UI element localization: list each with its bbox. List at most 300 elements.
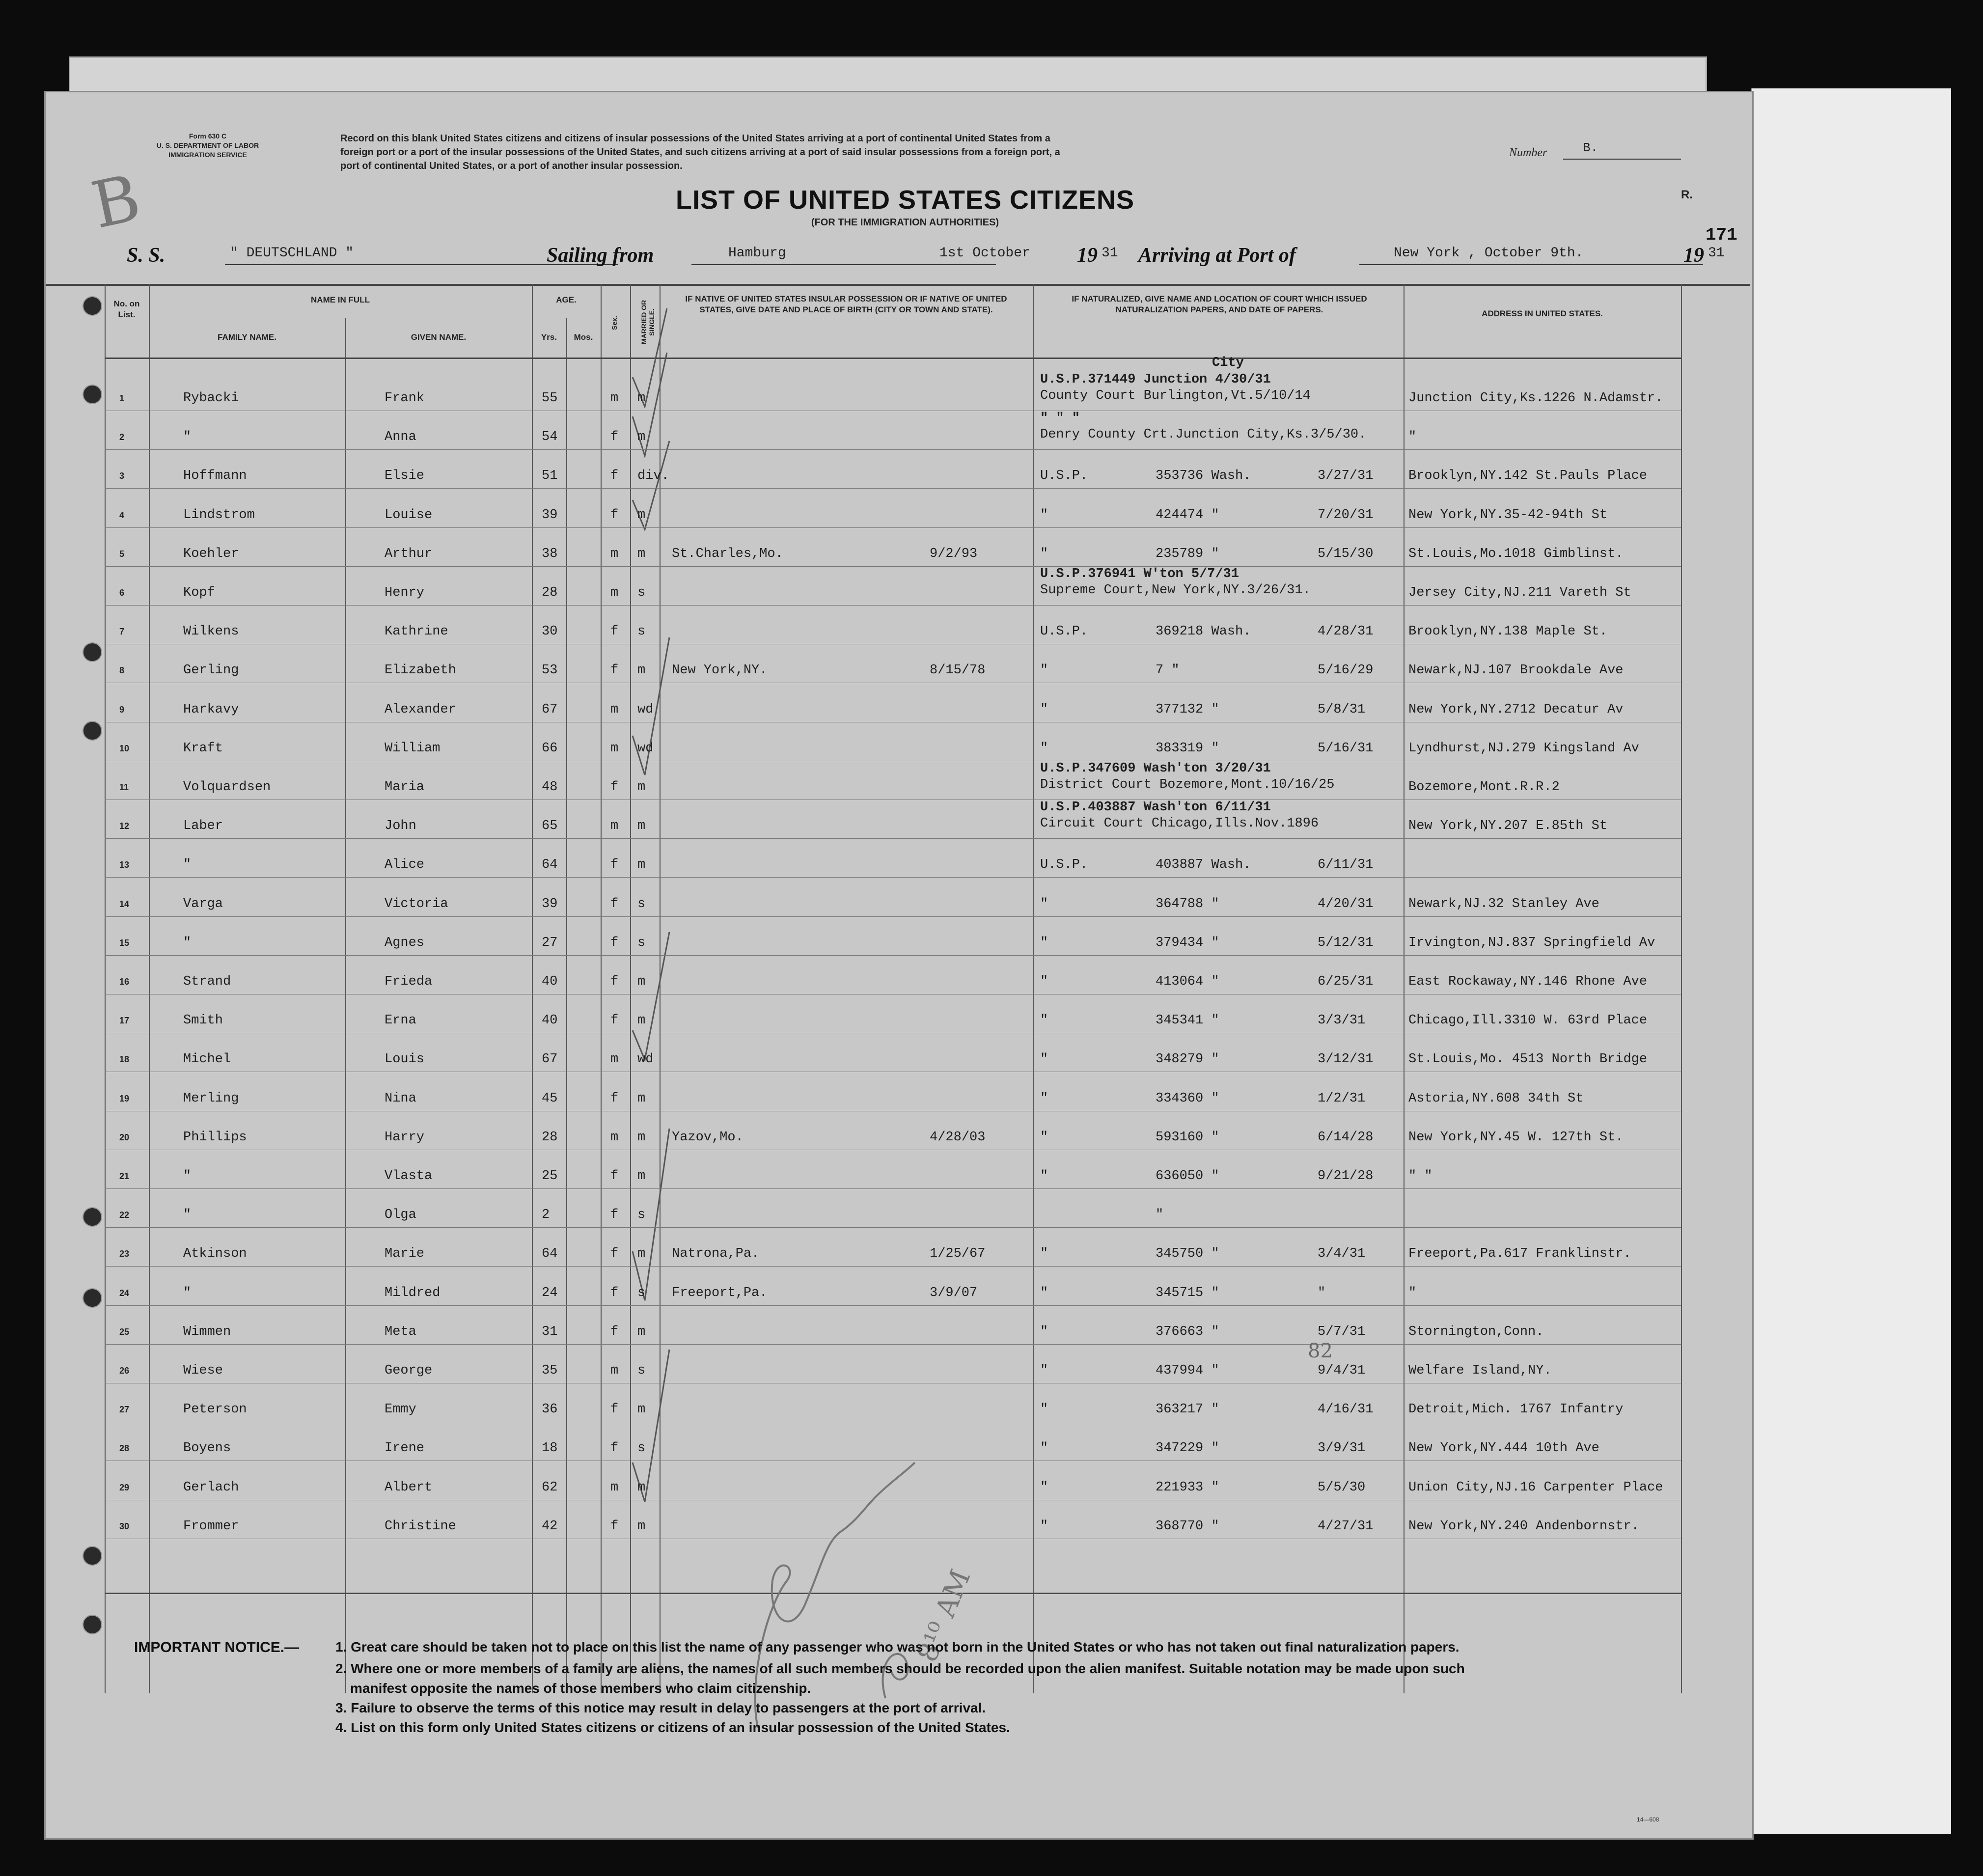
family-name: Kopf bbox=[183, 585, 215, 600]
family-name: Wilkens bbox=[183, 624, 239, 639]
notice-item: 1. Great care should be taken not to place on this list the name of any passenger who was not born in the United States or who has not taken out final naturalization papers. bbox=[335, 1639, 1460, 1655]
naturalization-prefix: " bbox=[1040, 702, 1048, 717]
naturalization-number: 7 " bbox=[1156, 663, 1180, 678]
naturalization-prefix: U.S.P. bbox=[1040, 624, 1088, 639]
address: New York,NY.35-42-94th St bbox=[1408, 507, 1608, 523]
naturalization-prefix: U.S.P. bbox=[1040, 469, 1088, 484]
family-name: " bbox=[183, 1285, 192, 1300]
marital-status: m bbox=[637, 1402, 646, 1417]
marital-status: m bbox=[637, 1324, 646, 1339]
naturalization-number: 379434 " bbox=[1156, 935, 1219, 950]
sex: m bbox=[610, 585, 619, 600]
row-number: 4 bbox=[119, 510, 125, 520]
col-no: No. on List. bbox=[113, 299, 140, 319]
punch-hole bbox=[83, 296, 102, 316]
family-name: " bbox=[183, 857, 192, 873]
row-number: 25 bbox=[119, 1326, 130, 1337]
marital-status: m bbox=[637, 1013, 646, 1028]
naturalization-number: 345715 " bbox=[1156, 1285, 1219, 1300]
row-number: 21 bbox=[119, 1171, 130, 1181]
naturalization-date: 4/27/31 bbox=[1318, 1518, 1374, 1534]
col-naturalized: IF NATURALIZED, GIVE NAME AND LOCATION OF COURT WHICH ISSUED NATURALIZATION PAPERS, AND DATE OF PAPERS. bbox=[1072, 294, 1367, 314]
year-suffix-1: 31 bbox=[1102, 246, 1118, 261]
naturalization-prefix: " bbox=[1040, 1052, 1048, 1067]
given-name: Marie bbox=[385, 1246, 425, 1262]
address: Freeport,Pa.617 Franklinstr. bbox=[1408, 1246, 1631, 1262]
given-name: John bbox=[385, 819, 416, 834]
given-name: Elsie bbox=[385, 469, 425, 484]
marital-status: m bbox=[637, 391, 646, 406]
row-number: 23 bbox=[119, 1249, 130, 1259]
row-number: 15 bbox=[119, 938, 130, 948]
row-number: 18 bbox=[119, 1054, 130, 1065]
address: Union City,NJ.16 Carpenter Place bbox=[1408, 1480, 1663, 1495]
age-years: 62 bbox=[542, 1480, 558, 1495]
age-years: 65 bbox=[542, 819, 558, 834]
rule bbox=[601, 284, 602, 1693]
address: Bozemore,Mont.R.R.2 bbox=[1408, 780, 1560, 795]
year-prefix-1: 19 bbox=[1077, 244, 1098, 267]
naturalization-prefix: " bbox=[1040, 1324, 1048, 1339]
naturalization-prefix: " bbox=[1040, 1402, 1048, 1417]
family-name: Atkinson bbox=[183, 1246, 247, 1262]
sex: f bbox=[610, 1518, 619, 1534]
row-rule bbox=[105, 566, 1681, 567]
marital-status: wd bbox=[637, 702, 654, 717]
number-underline bbox=[1563, 159, 1681, 160]
col-age: AGE. bbox=[556, 295, 577, 304]
birth-date: 9/2/93 bbox=[930, 546, 978, 561]
naturalization-date: 3/12/31 bbox=[1318, 1052, 1374, 1067]
arrival-port-date: New York , October 9th. bbox=[1394, 246, 1584, 261]
row-rule bbox=[105, 916, 1681, 917]
given-name: Maria bbox=[385, 780, 425, 795]
naturalization-number: 383319 " bbox=[1156, 741, 1219, 756]
page-subtitle: (FOR THE IMMIGRATION AUTHORITIES) bbox=[811, 217, 999, 228]
punch-hole bbox=[83, 1615, 102, 1634]
row-number: 7 bbox=[119, 627, 125, 637]
family-name: " bbox=[183, 430, 192, 445]
address: New York,NY.240 Andenbornstr. bbox=[1408, 1518, 1639, 1534]
naturalization-number: 364788 " bbox=[1156, 896, 1219, 911]
naturalization-date: 4/20/31 bbox=[1318, 896, 1374, 911]
row-number: 14 bbox=[119, 899, 130, 909]
manifest-sheet bbox=[44, 91, 1754, 1840]
age-years: 28 bbox=[542, 1130, 558, 1145]
row-number: 17 bbox=[119, 1016, 130, 1026]
year-prefix-2: 19 bbox=[1683, 244, 1704, 267]
row-rule bbox=[105, 877, 1681, 878]
notice-item: 3. Failure to observe the terms of this notice may result in delay to passengers at the port of arrival. bbox=[335, 1700, 986, 1715]
number-value: B. bbox=[1583, 140, 1598, 155]
sex: m bbox=[610, 1130, 619, 1145]
naturalization-date: " bbox=[1318, 1285, 1326, 1300]
naturalization-prefix: " bbox=[1040, 1130, 1048, 1145]
family-name: Frommer bbox=[183, 1518, 239, 1534]
naturalization-line-1: U.S.P.403887 Wash'ton 6/11/31 bbox=[1040, 800, 1271, 815]
row-number: 2 bbox=[119, 432, 125, 442]
department-name: U. S. DEPARTMENT OF LABOR bbox=[156, 141, 259, 149]
naturalization-prefix: " bbox=[1040, 546, 1048, 561]
age-years: 39 bbox=[542, 896, 558, 911]
naturalization-date: 9/4/31 bbox=[1318, 1363, 1366, 1378]
address: Chicago,Ill.3310 W. 63rd Place bbox=[1408, 1013, 1648, 1028]
address: Detroit,Mich. 1767 Infantry bbox=[1408, 1402, 1624, 1417]
naturalization-prefix: " bbox=[1040, 1363, 1048, 1378]
row-rule bbox=[105, 449, 1681, 450]
row-number: 28 bbox=[119, 1443, 130, 1454]
given-name: Christine bbox=[385, 1518, 456, 1534]
address: Irvington,NJ.837 Springfield Av bbox=[1408, 935, 1655, 950]
naturalization-date: 5/16/31 bbox=[1318, 741, 1374, 756]
given-name: Henry bbox=[385, 585, 425, 600]
naturalization-prefix: " bbox=[1040, 974, 1048, 989]
naturalization-date: 3/9/31 bbox=[1318, 1441, 1366, 1456]
marital-status: m bbox=[637, 1169, 646, 1184]
family-name: Varga bbox=[183, 896, 223, 911]
naturalization-number: 334360 " bbox=[1156, 1091, 1219, 1106]
form-code: 14—608 bbox=[1637, 1816, 1659, 1823]
naturalization-date: 5/15/30 bbox=[1318, 546, 1374, 561]
family-name: Rybacki bbox=[183, 391, 239, 406]
age-years: 27 bbox=[542, 935, 558, 950]
age-years: 35 bbox=[542, 1363, 558, 1378]
row-rule bbox=[105, 955, 1681, 956]
family-name: Hoffmann bbox=[183, 469, 247, 484]
naturalization-date: 6/11/31 bbox=[1318, 857, 1374, 873]
rule bbox=[1033, 284, 1034, 1693]
number-label: Number bbox=[1509, 146, 1547, 159]
sex: f bbox=[610, 663, 619, 678]
address: Brooklyn,NY.138 Maple St. bbox=[1408, 624, 1608, 639]
voyage-line bbox=[127, 244, 1733, 268]
col-yrs: Yrs. bbox=[541, 332, 557, 342]
naturalization-date: 1/2/31 bbox=[1318, 1091, 1366, 1106]
sex: f bbox=[610, 1208, 619, 1223]
naturalization-date: 5/16/29 bbox=[1318, 663, 1374, 678]
age-years: 2 bbox=[542, 1208, 550, 1223]
marital-status: m bbox=[637, 1246, 646, 1262]
row-number: 29 bbox=[119, 1482, 130, 1492]
given-name: Erna bbox=[385, 1013, 416, 1028]
naturalization-prefix: " bbox=[1040, 741, 1048, 756]
rule bbox=[345, 318, 346, 1693]
sex: f bbox=[610, 896, 619, 911]
sex: m bbox=[610, 741, 619, 756]
naturalization-prefix: " bbox=[1040, 896, 1048, 911]
handwritten-time: 8¹⁰ AM bbox=[911, 1565, 977, 1667]
family-name: Michel bbox=[183, 1052, 231, 1067]
sex: f bbox=[610, 1091, 619, 1106]
family-name: Harkavy bbox=[183, 702, 239, 717]
punch-hole bbox=[83, 721, 102, 741]
birth-date: 1/25/67 bbox=[930, 1246, 986, 1262]
marital-status: s bbox=[637, 935, 646, 950]
naturalization-prefix: " bbox=[1040, 1169, 1048, 1184]
right-margin-paper bbox=[1751, 88, 1951, 1834]
naturalization-prefix: " bbox=[1040, 1441, 1048, 1456]
naturalization-date: 6/14/28 bbox=[1318, 1130, 1374, 1145]
address: Newark,NJ.107 Brookdale Ave bbox=[1408, 663, 1624, 678]
port-underline bbox=[691, 264, 996, 265]
sex: m bbox=[610, 1480, 619, 1495]
age-years: 48 bbox=[542, 780, 558, 795]
naturalization-date: 5/7/31 bbox=[1318, 1324, 1366, 1339]
age-years: 64 bbox=[542, 857, 558, 873]
arrival-underline bbox=[1359, 264, 1703, 265]
given-name: Nina bbox=[385, 1091, 416, 1106]
col-name-in-full: NAME IN FULL bbox=[311, 295, 370, 304]
naturalization-number: 235789 " bbox=[1156, 546, 1219, 561]
col-address: ADDRESS IN UNITED STATES. bbox=[1482, 309, 1603, 318]
marital-status: s bbox=[637, 1208, 646, 1223]
family-name: " bbox=[183, 935, 192, 950]
naturalization-date: 5/12/31 bbox=[1318, 935, 1374, 950]
row-number: 8 bbox=[119, 665, 125, 676]
naturalization-line-2: Supreme Court,New York,NY.3/26/31. bbox=[1040, 583, 1311, 598]
naturalization-number: 345750 " bbox=[1156, 1246, 1219, 1262]
given-name: Alexander bbox=[385, 702, 456, 717]
marital-status: m bbox=[637, 819, 646, 834]
rule bbox=[566, 318, 567, 1693]
marital-status: s bbox=[637, 1363, 646, 1378]
notice-item: 4. List on this form only United States citizens or citizens of an insular possession of the United States. bbox=[335, 1720, 1010, 1735]
sex: f bbox=[610, 1402, 619, 1417]
row-number: 22 bbox=[119, 1210, 130, 1220]
sex: f bbox=[610, 974, 619, 989]
ss-label: S. S. bbox=[127, 244, 165, 267]
naturalization-number: 377132 " bbox=[1156, 702, 1219, 717]
age-years: 45 bbox=[542, 1091, 558, 1106]
address: Brooklyn,NY.142 St.Pauls Place bbox=[1408, 469, 1648, 484]
naturalization-prefix: " bbox=[1040, 935, 1048, 950]
row-number: 5 bbox=[119, 549, 125, 559]
family-name: Koehler bbox=[183, 546, 239, 561]
marital-status: s bbox=[637, 585, 646, 600]
notice-item: 2. Where one or more members of a family are aliens, the names of all such members should be recorded upon the alien manifest. Suitable notation may be made upon such bbox=[335, 1661, 1465, 1676]
sex: f bbox=[610, 857, 619, 873]
row-number: 3 bbox=[119, 471, 125, 481]
rule bbox=[105, 284, 106, 1693]
naturalization-date: 3/3/31 bbox=[1318, 1013, 1366, 1028]
given-name: George bbox=[385, 1363, 433, 1378]
age-years: 67 bbox=[542, 702, 558, 717]
given-name: Arthur bbox=[385, 546, 433, 561]
address: Jersey City,NJ.211 Vareth St bbox=[1408, 585, 1631, 600]
naturalization-number: 437994 " bbox=[1156, 1363, 1219, 1378]
sex: f bbox=[610, 469, 619, 484]
age-years: 42 bbox=[542, 1518, 558, 1534]
naturalization-date: 4/16/31 bbox=[1318, 1402, 1374, 1417]
sex: m bbox=[610, 819, 619, 834]
naturalization-number: 636050 " bbox=[1156, 1169, 1219, 1184]
sex: f bbox=[610, 1324, 619, 1339]
col-family-name: FAMILY NAME. bbox=[218, 332, 276, 342]
r-label: R. bbox=[1681, 188, 1693, 201]
sex: f bbox=[610, 935, 619, 950]
naturalization-line-1: U.S.P.371449 Junction 4/30/31 bbox=[1040, 372, 1271, 387]
row-number: 6 bbox=[119, 588, 125, 598]
punch-hole bbox=[83, 642, 102, 662]
birth-date: 8/15/78 bbox=[930, 663, 986, 678]
year-suffix-2: 31 bbox=[1708, 246, 1725, 261]
birth-place: New York,NY. bbox=[672, 663, 768, 678]
naturalization-line-1: " " " bbox=[1040, 411, 1080, 426]
row-number: 19 bbox=[119, 1093, 130, 1104]
address: New York,NY.207 E.85th St bbox=[1408, 819, 1608, 834]
row-rule bbox=[105, 488, 1681, 489]
age-years: 54 bbox=[542, 430, 558, 445]
birth-place: Freeport,Pa. bbox=[672, 1285, 768, 1300]
row-rule bbox=[105, 1305, 1681, 1306]
birth-date: 4/28/03 bbox=[930, 1130, 986, 1145]
given-name: Albert bbox=[385, 1480, 433, 1495]
punch-hole bbox=[83, 1546, 102, 1566]
rule bbox=[149, 284, 150, 1693]
rule bbox=[1681, 284, 1682, 1693]
sex: f bbox=[610, 1441, 619, 1456]
family-name: Smith bbox=[183, 1013, 223, 1028]
naturalization-number: 413064 " bbox=[1156, 974, 1219, 989]
family-name: Strand bbox=[183, 974, 231, 989]
row-number: 13 bbox=[119, 860, 130, 870]
form-number: Form 630 C bbox=[189, 132, 227, 140]
intro-line: foreign port or a port of the insular possessions of the United States, and such citizens arriving at a port of said insular possessions from a foreign port, a bbox=[340, 147, 1060, 158]
sex: m bbox=[610, 546, 619, 561]
family-name: Phillips bbox=[183, 1130, 247, 1145]
punch-hole bbox=[83, 1207, 102, 1227]
birth-place: Natrona,Pa. bbox=[672, 1246, 760, 1262]
naturalization-number: 369218 Wash. bbox=[1156, 624, 1251, 639]
page-number: 171 bbox=[1706, 225, 1737, 245]
naturalization-number: 368770 " bbox=[1156, 1518, 1219, 1534]
given-name: Agnes bbox=[385, 935, 425, 950]
age-years: 51 bbox=[542, 469, 558, 484]
given-name: Kathrine bbox=[385, 624, 448, 639]
sex: m bbox=[610, 702, 619, 717]
sex: f bbox=[610, 780, 619, 795]
naturalization-date: 6/25/31 bbox=[1318, 974, 1374, 989]
naturalization-prefix: " bbox=[1040, 1091, 1048, 1106]
family-name: Gerling bbox=[183, 663, 239, 678]
age-years: 66 bbox=[542, 741, 558, 756]
sex: f bbox=[610, 430, 619, 445]
address: New York,NY.2712 Decatur Av bbox=[1408, 702, 1624, 717]
row-rule bbox=[105, 838, 1681, 839]
given-name: Frieda bbox=[385, 974, 433, 989]
family-name: Laber bbox=[183, 819, 223, 834]
given-name: William bbox=[385, 741, 441, 756]
given-name: Olga bbox=[385, 1208, 416, 1223]
age-years: 31 bbox=[542, 1324, 558, 1339]
birth-place: St.Charles,Mo. bbox=[672, 546, 783, 561]
col-married: MARRIED OR SINGLE. bbox=[640, 300, 656, 344]
address: St.Louis,Mo. 4513 North Bridge bbox=[1408, 1052, 1648, 1067]
address: East Rockaway,NY.146 Rhone Ave bbox=[1408, 974, 1648, 989]
address: St.Louis,Mo.1018 Gimblinst. bbox=[1408, 546, 1624, 561]
row-number: 16 bbox=[119, 977, 130, 987]
col-given-name: GIVEN NAME. bbox=[411, 332, 467, 342]
naturalization-line-2: District Court Bozemore,Mont.10/16/25 bbox=[1040, 777, 1335, 792]
age-years: 28 bbox=[542, 585, 558, 600]
age-years: 18 bbox=[542, 1441, 558, 1456]
family-name: Merling bbox=[183, 1091, 239, 1106]
row-number: 1 bbox=[119, 393, 125, 403]
address: New York,NY.45 W. 127th St. bbox=[1408, 1130, 1624, 1145]
given-name: Louis bbox=[385, 1052, 425, 1067]
rule bbox=[532, 284, 533, 1693]
naturalization-city: City bbox=[1212, 356, 1244, 370]
rule bbox=[1404, 284, 1405, 1693]
notice-heading: IMPORTANT NOTICE.— bbox=[134, 1639, 300, 1655]
family-name: Volquardsen bbox=[183, 780, 271, 795]
given-name: Anna bbox=[385, 430, 416, 445]
col-birth: IF NATIVE OF UNITED STATES INSULAR POSSESSION OR IF NATIVE OF UNITED STATES, GIVE DATE AND PLACE OF BIRTH (CITY OR TOWN AND STATE). bbox=[685, 294, 1007, 314]
marital-status: s bbox=[637, 896, 646, 911]
naturalization-line-2: County Court Burlington,Vt.5/10/14 bbox=[1040, 388, 1311, 403]
naturalization-date: 9/21/28 bbox=[1318, 1169, 1374, 1184]
naturalization-number: 363217 " bbox=[1156, 1402, 1219, 1417]
age-years: 30 bbox=[542, 624, 558, 639]
given-name: Louise bbox=[385, 507, 433, 523]
row-rule bbox=[105, 1266, 1681, 1267]
naturalization-line-2: Circuit Court Chicago,Ills.Nov.1896 bbox=[1040, 816, 1319, 831]
given-name: Frank bbox=[385, 391, 425, 406]
ship-name: " DEUTSCHLAND " bbox=[230, 246, 354, 261]
marital-status: m bbox=[637, 546, 646, 561]
naturalization-prefix: " bbox=[1040, 1013, 1048, 1028]
sex: m bbox=[610, 1363, 619, 1378]
naturalization-date: 3/4/31 bbox=[1318, 1246, 1366, 1262]
given-name: Meta bbox=[385, 1324, 416, 1339]
naturalization-date: 4/28/31 bbox=[1318, 624, 1374, 639]
family-name: Boyens bbox=[183, 1441, 231, 1456]
family-name: Wimmen bbox=[183, 1324, 231, 1339]
given-name: Harry bbox=[385, 1130, 425, 1145]
marital-status: m bbox=[637, 1091, 646, 1106]
naturalization-number: 348279 " bbox=[1156, 1052, 1219, 1067]
naturalization-number: " bbox=[1156, 1208, 1164, 1223]
age-years: 25 bbox=[542, 1169, 558, 1184]
naturalization-number: 593160 " bbox=[1156, 1130, 1219, 1145]
family-name: " bbox=[183, 1208, 192, 1223]
given-name: Emmy bbox=[385, 1402, 416, 1417]
row-number: 26 bbox=[119, 1366, 130, 1376]
row-number: 9 bbox=[119, 704, 125, 715]
sex: f bbox=[610, 1285, 619, 1300]
naturalization-line-2: Denry County Crt.Junction City,Ks.3/5/30. bbox=[1040, 427, 1367, 442]
naturalization-number: 221933 " bbox=[1156, 1480, 1219, 1495]
row-number: 12 bbox=[119, 821, 130, 831]
row-number: 24 bbox=[119, 1288, 130, 1298]
marital-status: m bbox=[637, 1518, 646, 1534]
naturalization-prefix: " bbox=[1040, 1246, 1048, 1262]
family-name: " bbox=[183, 1169, 192, 1184]
naturalization-prefix: " bbox=[1040, 663, 1048, 678]
family-name: Lindstrom bbox=[183, 507, 255, 523]
row-rule bbox=[105, 1227, 1681, 1228]
handwritten-margin-number: 82 bbox=[1308, 1340, 1333, 1362]
birth-date: 3/9/07 bbox=[930, 1285, 978, 1300]
manifest-header bbox=[46, 92, 1750, 286]
marital-status: m bbox=[637, 507, 646, 523]
birth-place: Yazov,Mo. bbox=[672, 1130, 744, 1145]
naturalization-prefix: " bbox=[1040, 1285, 1048, 1300]
row-rule bbox=[105, 1188, 1681, 1189]
address: " bbox=[1408, 1285, 1417, 1300]
marital-status: m bbox=[637, 430, 646, 445]
sex: f bbox=[610, 1246, 619, 1262]
